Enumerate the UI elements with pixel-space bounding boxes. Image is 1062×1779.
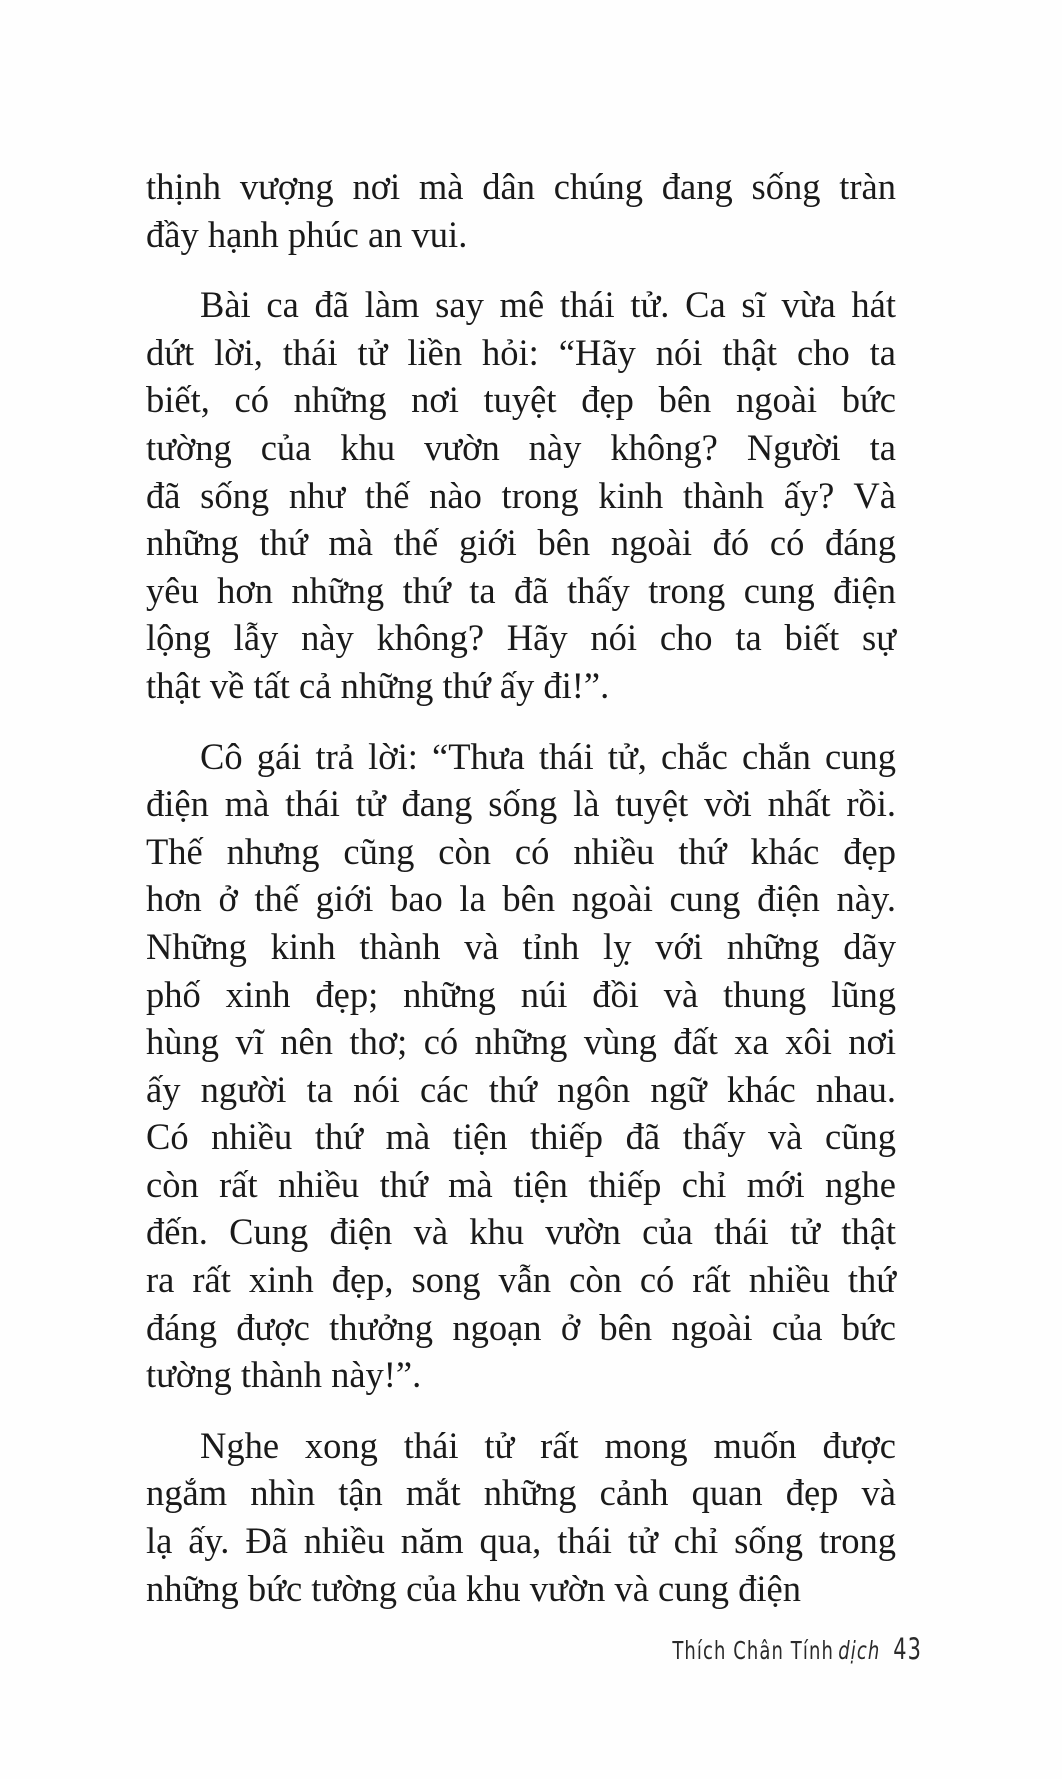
translator-name: Thích Chân Tính: [672, 1636, 834, 1665]
text-line: yêu hơn những thứ ta đã thấy trong cung điện: [146, 569, 896, 611]
paragraph: [146, 1422, 896, 1612]
text-line: ngắm nhìn tận mắt những cảnh quan đẹp và: [146, 1472, 896, 1514]
text-line: đầy hạnh phúc an vui.: [146, 213, 468, 255]
text-line: lộng lẫy này không? Hãy nói cho ta biết sự: [146, 617, 896, 659]
paragraph: [146, 733, 896, 1399]
text-line: Cô gái trả lời: “Thưa thái tử, chắc chắn cung: [200, 735, 896, 777]
text-line: tường thành này!”.: [146, 1354, 422, 1396]
page-number: 43: [893, 1632, 923, 1666]
text-line: những bức tường của khu vườn và cung điện: [146, 1567, 801, 1609]
text-line: Thế nhưng cũng còn có nhiều thứ khác đẹp: [146, 830, 896, 872]
translator-role: dịch: [838, 1636, 881, 1665]
text-line: đáng được thưởng ngoạn ở bên ngoài của bức: [146, 1306, 896, 1348]
text-line: thật về tất cả những thứ ấy đi!”.: [146, 664, 610, 706]
text-line: hơn ở thế giới bao la bên ngoài cung điện này.: [146, 878, 896, 920]
text-line: tường của khu vườn này không? Người ta: [146, 426, 896, 468]
text-line: đã sống như thế nào trong kinh thành ấy? Và: [146, 474, 896, 516]
text-line: Có nhiều thứ mà tiện thiếp đã thấy và cũng: [146, 1116, 896, 1158]
text-line: phố xinh đẹp; những núi đồi và thung lũng: [146, 973, 896, 1015]
text-line: ra rất xinh đẹp, song vẫn còn có rất nhiều thứ: [146, 1259, 896, 1301]
text-line: biết, có những nơi tuyệt đẹp bên ngoài bức: [146, 379, 896, 421]
body-text: [146, 163, 896, 1635]
text-line: những thứ mà thế giới bên ngoài đó có đáng: [146, 522, 896, 564]
text-line: thịnh vượng nơi mà dân chúng đang sống tràn: [146, 166, 896, 207]
text-line: Bài ca đã làm say mê thái tử. Ca sĩ vừa hát: [200, 284, 896, 326]
text-line: ấy người ta nói các thứ ngôn ngữ khác nhau.: [146, 1068, 896, 1110]
text-line: hùng vĩ nên thơ; có những vùng đất xa xôi nơi: [146, 1021, 896, 1063]
text-line: Nghe xong thái tử rất mong muốn được: [200, 1424, 896, 1466]
page-footer: [672, 1632, 923, 1672]
text-line: dứt lời, thái tử liền hỏi: “Hãy nói thật cho ta: [146, 331, 896, 373]
text-line: lạ ấy. Đã nhiều năm qua, thái tử chỉ sống trong: [146, 1520, 896, 1562]
text-line: còn rất nhiều thứ mà tiện thiếp chỉ mới nghe: [146, 1163, 896, 1205]
paragraph: [146, 163, 896, 258]
paragraph: [146, 281, 896, 709]
text-line: Những kinh thành và tỉnh lỵ với những dãy: [146, 925, 896, 967]
text-line: đến. Cung điện và khu vườn của thái tử thật: [146, 1211, 896, 1253]
text-line: điện mà thái tử đang sống là tuyệt vời nhất rồi.: [146, 783, 896, 825]
